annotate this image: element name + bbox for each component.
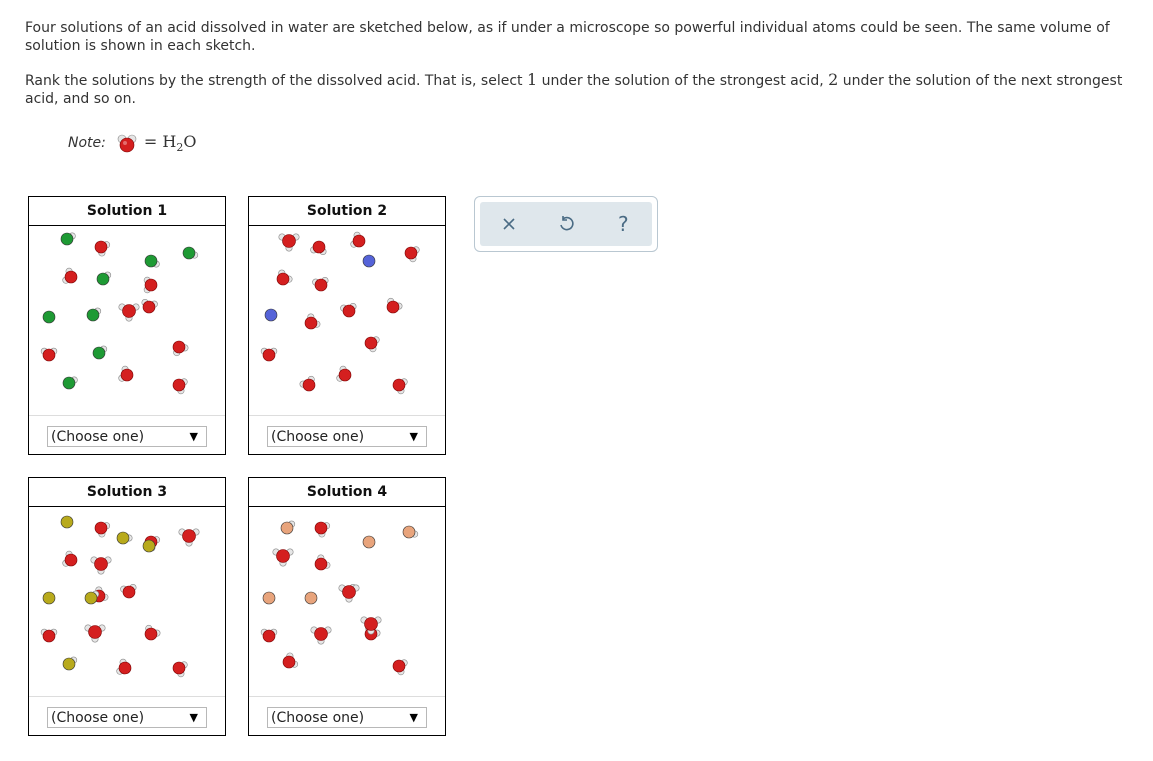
hydronium-ion <box>179 529 199 546</box>
water-molecule <box>405 247 419 262</box>
answer-toolbar <box>474 196 658 252</box>
solution-footer-2 <box>249 415 445 455</box>
rank-dropdown-4[interactable] <box>267 707 427 728</box>
water-molecule <box>121 584 137 598</box>
water-molecule <box>63 551 77 566</box>
anion-atom <box>265 309 277 321</box>
water-molecule <box>315 555 330 570</box>
water-molecule <box>119 366 133 381</box>
answer-toolbar-inner <box>480 202 652 246</box>
water-molecule <box>173 662 187 677</box>
water-molecule <box>173 379 187 394</box>
water-molecule <box>305 314 320 329</box>
help-button[interactable] <box>608 209 638 239</box>
formula-h: H <box>162 131 177 151</box>
hydronium-ion <box>339 585 359 602</box>
acid-molecule <box>61 233 75 245</box>
water-molecule-icon <box>116 132 138 154</box>
acid-molecule <box>85 591 99 604</box>
water-molecule <box>365 337 379 352</box>
undo-button[interactable] <box>551 209 581 239</box>
solution-panel-1 <box>28 196 226 455</box>
anion-atom <box>305 592 317 604</box>
water-molecule <box>393 379 407 394</box>
solution-sketch-1 <box>29 227 225 415</box>
acid-molecule <box>97 272 111 285</box>
solution-title-2: Solution 2 <box>249 197 445 226</box>
rank-dropdown-3[interactable] <box>47 707 207 728</box>
instr-text-b: under the solution of the strongest acid, <box>537 73 829 89</box>
water-molecule <box>313 277 329 291</box>
anion-atom <box>363 536 375 548</box>
solution-panel-4 <box>248 477 446 736</box>
help-icon: ? <box>618 212 629 236</box>
rank-dropdown-2[interactable] <box>267 426 427 447</box>
water-molecule <box>311 241 327 255</box>
acid-molecule <box>145 255 159 267</box>
dropdown-arrow-icon: ▼ <box>189 711 198 724</box>
legend-note <box>68 130 196 156</box>
acid-molecule <box>403 526 418 538</box>
rank-dropdown-value-2: (Choose one) <box>271 428 365 445</box>
solution-panel-2 <box>248 196 446 455</box>
water-molecule <box>387 298 402 313</box>
hydronium-ion <box>91 557 111 574</box>
formula-o: O <box>183 131 197 151</box>
water-molecule <box>142 299 158 313</box>
solution-title-1: Solution 1 <box>29 197 225 226</box>
water-molecule <box>144 277 157 293</box>
acid-molecule <box>87 308 101 321</box>
dropdown-arrow-icon: ▼ <box>409 430 418 443</box>
water-molecule <box>261 348 277 361</box>
acid-molecule <box>63 377 77 389</box>
water-molecule <box>315 522 330 537</box>
hydronium-ion <box>279 234 299 251</box>
instr-text-a: Rank the solutions by the strength of the dissolved acid. That is, select <box>25 73 527 89</box>
water-molecule <box>341 303 357 317</box>
instructions-paragraph-1: Four solutions of an acid dissolved in water are sketched below, as if under a microscope so powerful individual atoms could be seen. The same volume of solution is shown in each sketch. <box>25 20 1110 54</box>
water-molecule <box>300 376 315 391</box>
solution-footer-1 <box>29 415 225 455</box>
undo-icon <box>557 215 575 233</box>
anion-atom <box>263 592 275 604</box>
hydronium-ion <box>311 627 331 644</box>
dropdown-arrow-icon: ▼ <box>189 430 198 443</box>
clear-button[interactable] <box>494 209 524 239</box>
close-icon <box>501 216 517 232</box>
anion-atom <box>43 592 55 604</box>
water-molecule <box>277 270 292 285</box>
anion-atom <box>43 311 55 323</box>
solution-footer-4 <box>249 696 445 736</box>
water-molecule <box>261 629 277 642</box>
note-label: Note: <box>68 135 106 151</box>
rank-dropdown-value-4: (Choose one) <box>271 709 365 726</box>
solution-panel-3 <box>28 477 226 736</box>
water-molecule <box>337 366 351 381</box>
instructions-paragraph-2 <box>25 71 1150 108</box>
anion-atom <box>363 255 375 267</box>
acid-molecule <box>183 247 198 259</box>
rank-dropdown-value-1: (Choose one) <box>51 428 145 445</box>
hydronium-ion <box>119 304 139 321</box>
hydronium-ion <box>273 549 293 566</box>
anion-atom <box>143 540 155 552</box>
solution-footer-3 <box>29 696 225 736</box>
solution-sketch-4 <box>249 508 445 696</box>
water-molecule <box>95 522 110 537</box>
acid-molecule <box>281 521 295 534</box>
formula-sub: 2 <box>176 141 184 155</box>
hydronium-ion <box>85 625 105 642</box>
acid-molecule <box>93 346 107 359</box>
solution-title-4: Solution 4 <box>249 478 445 507</box>
solution-sketch-2 <box>249 227 445 415</box>
water-formula <box>144 132 197 154</box>
rank-dropdown-1[interactable] <box>47 426 207 447</box>
water-molecule <box>393 660 407 675</box>
water-molecule <box>173 341 188 356</box>
water-molecule <box>41 629 57 642</box>
water-molecule <box>41 348 57 361</box>
acid-molecule <box>117 532 132 544</box>
water-molecule <box>95 241 110 256</box>
acid-molecule <box>63 657 77 670</box>
formula-equals: = <box>143 131 158 151</box>
anion-atom <box>61 516 73 528</box>
water-molecule <box>283 653 298 668</box>
rank-dropdown-value-3: (Choose one) <box>51 709 145 726</box>
dropdown-arrow-icon: ▼ <box>409 711 418 724</box>
solution-title-3: Solution 3 <box>29 478 225 507</box>
rank-2-number: 2 <box>828 70 839 89</box>
instr-text-c: under the solution of the next strongest acid, and so on. <box>25 73 1123 107</box>
water-molecule <box>351 232 365 247</box>
water-molecule <box>63 268 77 283</box>
water-molecule <box>145 625 160 640</box>
water-molecule <box>117 659 131 674</box>
solution-sketch-3 <box>29 508 225 696</box>
rank-1-number: 1 <box>526 70 538 89</box>
